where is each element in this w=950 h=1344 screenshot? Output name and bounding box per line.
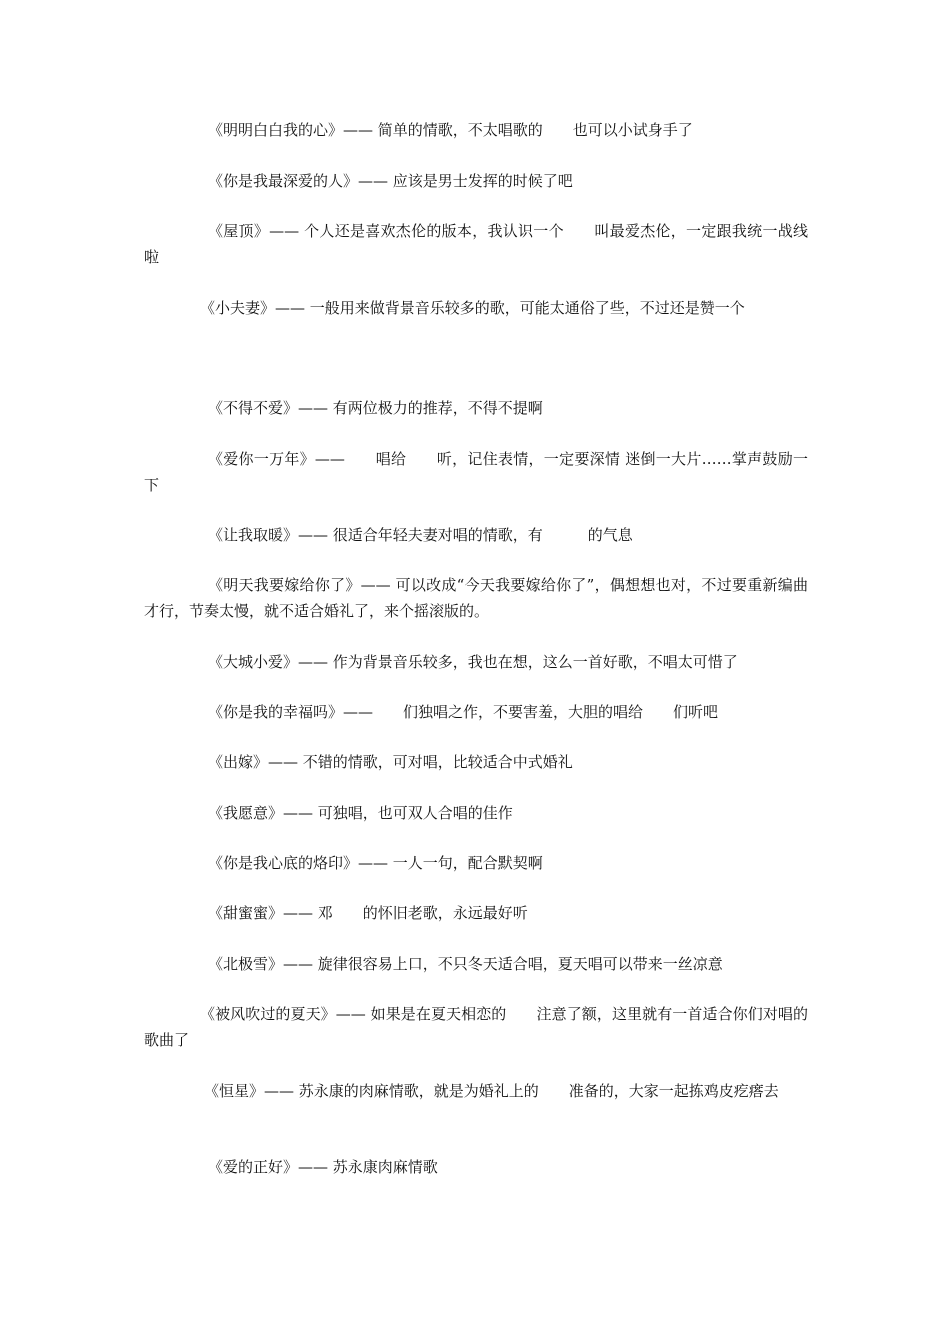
song-paragraph-7: 《让我取暖》—— 很适合年轻夫妻对唱的情歌，有 的气息 [208, 526, 633, 544]
song-paragraph-17: 《恒星》—— 苏永康的肉麻情歌，就是为婚礼上的 准备的，大家一起拣鸡皮疙瘩去 [204, 1082, 779, 1100]
song-paragraph-4: 《小夫妻》—— 一般用来做背景音乐较多的歌，可能太通俗了些，不过还是赞一个 [200, 299, 745, 317]
song-paragraph-11: 《出嫁》—— 不错的情歌，可对唱，比较适合中式婚礼 [208, 753, 573, 771]
song-paragraph-2: 《你是我最深爱的人》—— 应该是男士发挥的时候了吧 [208, 172, 573, 190]
song-paragraph-15: 《北极雪》—— 旋律很容易上口，不只冬天适合唱，夏天唱可以带来一丝凉意 [208, 955, 723, 973]
song-paragraph-6: 《爱你一万年》—— 唱给 听，记住表情，一定要深情 迷倒一大片……掌声鼓励一下 [144, 450, 808, 494]
song-paragraph-5: 《不得不爱》—— 有两位极力的推荐，不得不提啊 [208, 399, 543, 417]
song-paragraph-10: 《你是我的幸福吗》—— 们独唱之作，不要害羞，大胆的唱给 们听吧 [208, 703, 719, 721]
song-paragraph-18: 《爱的正好》—— 苏永康肉麻情歌 [208, 1158, 438, 1176]
song-paragraph-3: 《屋顶》—— 个人还是喜欢杰伦的版本，我认识一个 叫最爱杰伦，一定跟我统一战线啦 [144, 222, 808, 266]
song-paragraph-13: 《你是我心底的烙印》—— 一人一句，配合默契啊 [208, 854, 543, 872]
song-paragraph-8: 《明天我要嫁给你了》—— 可以改成“今天我要嫁给你了”，偶想想也对，不过要重新编曲才行，节奏太慢，就不适合婚礼了，来个摇滚版的。 [144, 576, 808, 620]
song-paragraph-14: 《甜蜜蜜》—— 邓 的怀旧老歌，永远最好听 [208, 904, 528, 922]
song-paragraph-12: 《我愿意》—— 可独唱，也可双人合唱的佳作 [208, 804, 513, 822]
song-paragraph-1: 《明明白白我的心》—— 简单的情歌，不太唱歌的 也可以小试身手了 [208, 121, 693, 139]
song-paragraph-9: 《大城小爱》—— 作为背景音乐较多，我也在想，这么一首好歌，不唱太可惜了 [208, 653, 738, 671]
song-paragraph-16: 《被风吹过的夏天》—— 如果是在夏天相恋的 注意了额，这里就有一首适合你们对唱的歌曲了 [144, 1005, 808, 1049]
